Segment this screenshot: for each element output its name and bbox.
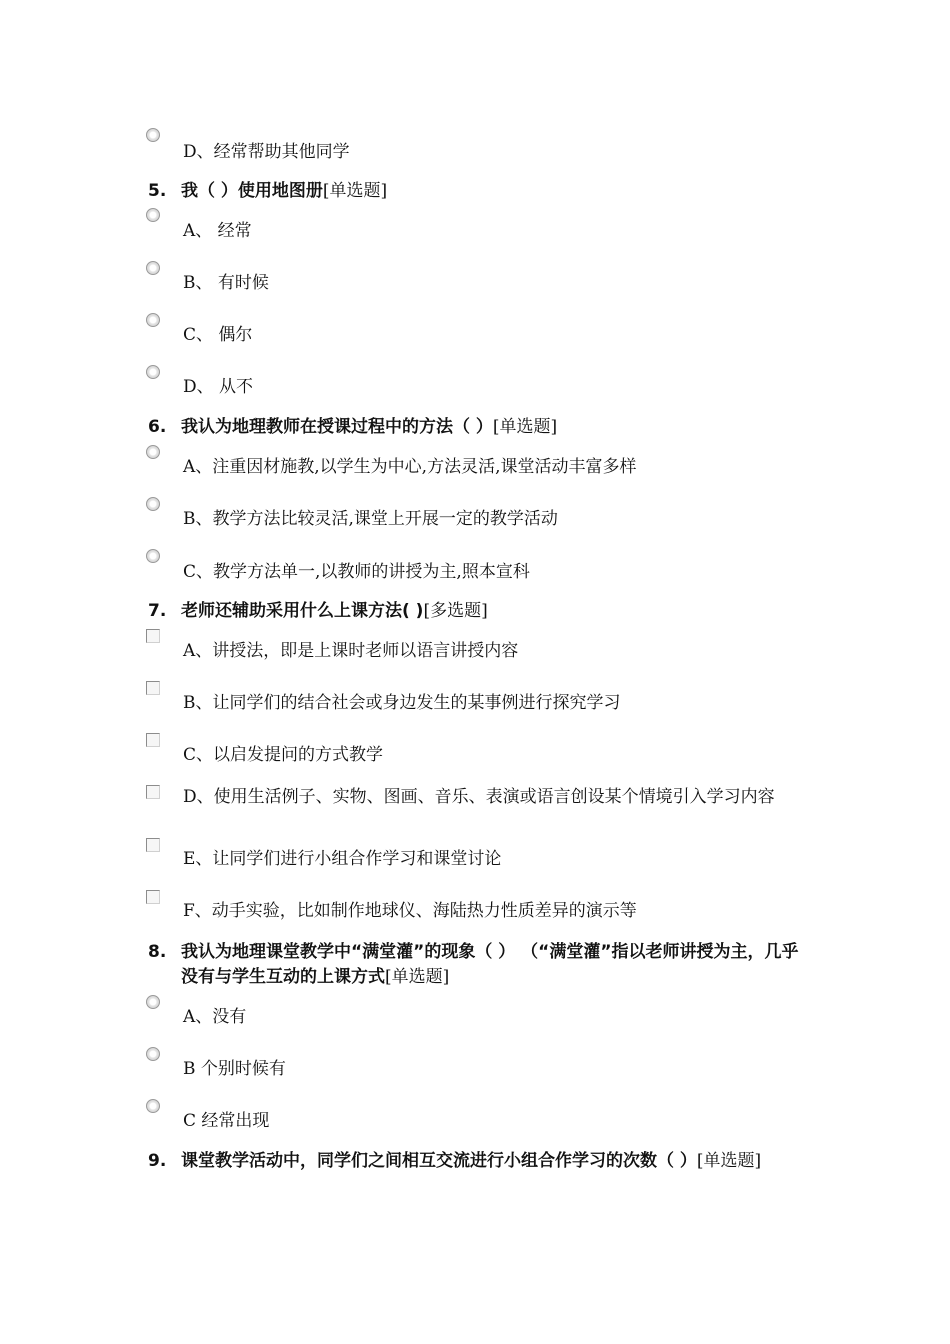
question-number: 9.: [148, 1151, 167, 1171]
radio-button-icon[interactable]: [146, 995, 160, 1009]
question-stem: 我认为地理教师在授课过程中的方法（ ）: [181, 417, 493, 437]
radio-button-icon[interactable]: [146, 208, 160, 222]
question-9: [148, 1149, 808, 1174]
question-type: [单选题]: [385, 967, 450, 987]
radio-button-icon[interactable]: [146, 549, 160, 563]
radio-button-icon[interactable]: [146, 365, 160, 379]
radio-button-icon[interactable]: [146, 1047, 160, 1061]
option-label: B 个别时候有: [183, 1059, 286, 1079]
question-type: [单选题]: [696, 1151, 762, 1171]
checkbox-icon[interactable]: [146, 629, 160, 643]
question-8: [148, 940, 808, 990]
question-number: 7.: [148, 601, 167, 621]
option-label: B、 有时候: [183, 273, 269, 293]
checkbox-icon[interactable]: [146, 838, 160, 852]
option-label: A、注重因材施教,以学生为中心,方法灵活,课堂活动丰富多样: [183, 457, 637, 477]
checkbox-icon[interactable]: [146, 733, 160, 747]
option-label: D、 从不: [183, 377, 254, 397]
radio-button-icon[interactable]: [146, 445, 160, 459]
question-stem: 课堂教学活动中，同学们之间相互交流进行小组合作学习的次数（ ）: [181, 1151, 697, 1171]
checkbox-icon[interactable]: [146, 681, 160, 695]
question-number: 8.: [148, 942, 167, 962]
question-type: [单选题]: [322, 181, 388, 201]
option-label: C 经常出现: [183, 1111, 270, 1131]
radio-button-icon[interactable]: [146, 1099, 160, 1113]
radio-button-icon[interactable]: [146, 497, 160, 511]
option-label: C、教学方法单一,以教师的讲授为主,照本宣科: [183, 562, 530, 582]
checkbox-icon[interactable]: [146, 785, 160, 799]
option-label: D、经常帮助其他同学: [183, 142, 350, 162]
question-type: [多选题]: [423, 601, 488, 621]
option-label: E、让同学们进行小组合作学习和课堂讨论: [183, 849, 502, 869]
option-label: B、教学方法比较灵活,课堂上开展一定的教学活动: [183, 509, 558, 529]
question-stem: 我（ ）使用地图册: [181, 181, 323, 201]
question-6: [148, 415, 818, 440]
question-type: [单选题]: [492, 417, 558, 437]
option-label: A、没有: [183, 1007, 247, 1027]
checkbox-icon[interactable]: [146, 890, 160, 904]
question-5: [148, 179, 818, 204]
question-7: [148, 599, 818, 624]
option-label: B、让同学们的结合社会或身边发生的某事例进行探究学习: [183, 693, 621, 713]
option-label: A、 经常: [183, 221, 252, 241]
radio-button-icon[interactable]: [146, 313, 160, 327]
question-stem: 我认为地理课堂教学中“满堂灌”的现象（ ） （“满堂灌”指以老师讲授为主，几乎没有与学生互动的上课方式: [181, 942, 799, 987]
option-label: D、使用生活例子、实物、图画、音乐、表演或语言创设某个情境引入学习内容: [183, 787, 775, 807]
question-stem: 老师还辅助采用什么上课方法( ): [181, 601, 424, 621]
radio-button-icon[interactable]: [146, 128, 160, 142]
question-number: 6.: [148, 417, 167, 437]
question-number: 5.: [148, 181, 167, 201]
option-label: F、动手实验，比如制作地球仪、海陆热力性质差异的演示等: [183, 901, 637, 921]
radio-button-icon[interactable]: [146, 261, 160, 275]
option-label: C、以启发提问的方式教学: [183, 745, 384, 765]
option-label: C、 偶尔: [183, 325, 253, 345]
option-label: A、讲授法，即是上课时老师以语言讲授内容: [183, 641, 519, 661]
